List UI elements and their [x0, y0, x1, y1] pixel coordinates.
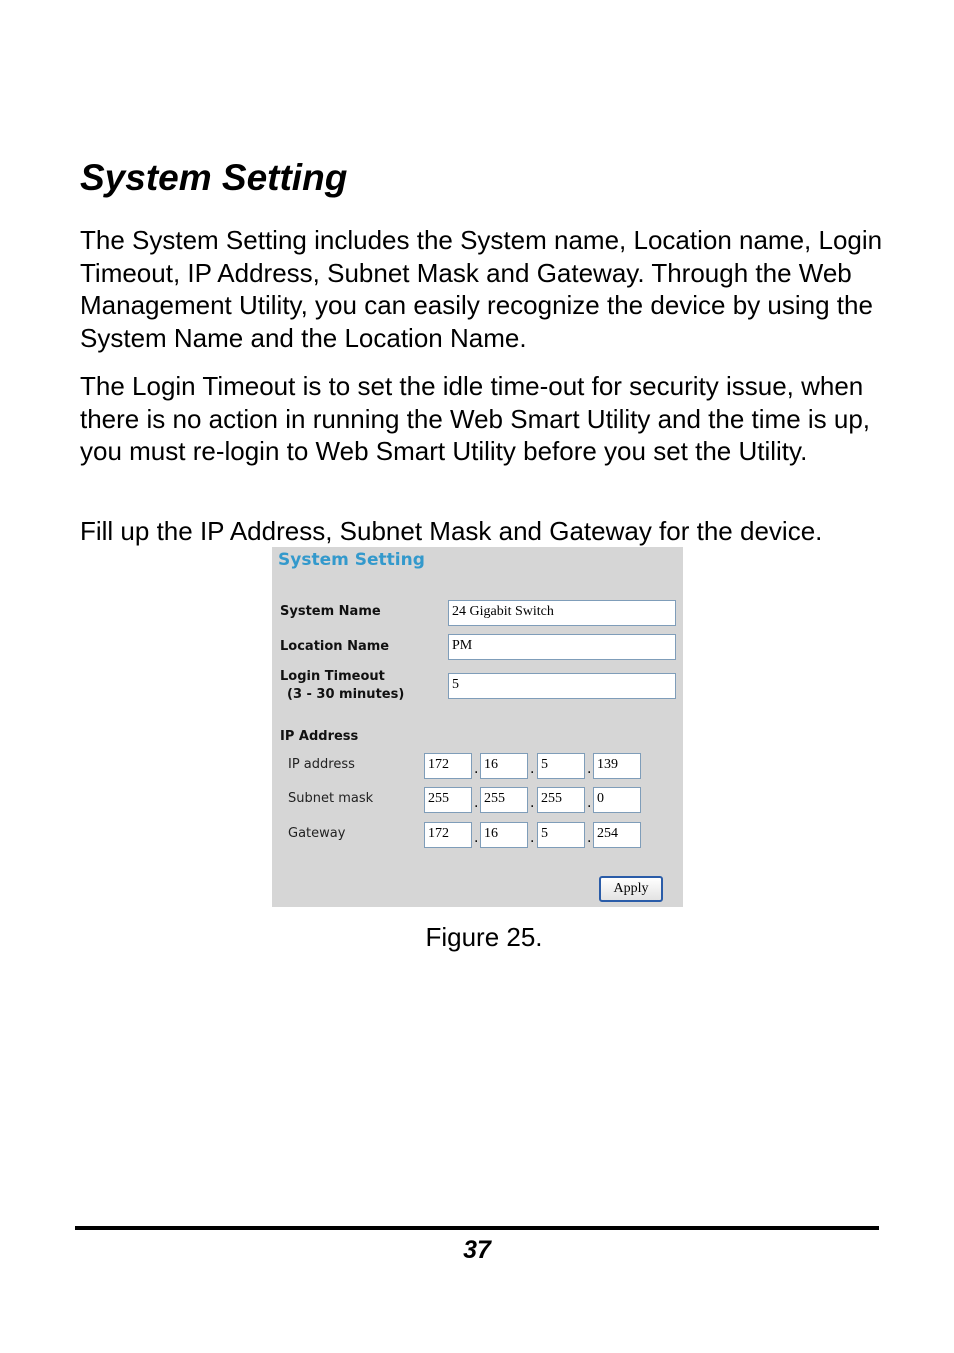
- octet-separator: .: [530, 795, 535, 811]
- subnet-octet-2[interactable]: 255: [480, 787, 528, 813]
- octet-separator: .: [587, 830, 592, 846]
- gateway-octet-4[interactable]: 254: [593, 822, 641, 848]
- octet-separator: .: [474, 761, 479, 777]
- gateway-label: Gateway: [288, 826, 346, 841]
- octet-separator: .: [587, 795, 592, 811]
- gateway-octet-1[interactable]: 172: [424, 822, 472, 848]
- octet-separator: .: [587, 761, 592, 777]
- system-name-input[interactable]: 24 Gigabit Switch: [448, 600, 676, 626]
- section-heading: System Setting: [80, 157, 348, 198]
- subnet-octet-1[interactable]: 255: [424, 787, 472, 813]
- apply-button[interactable]: Apply: [599, 876, 663, 902]
- octet-separator: .: [530, 761, 535, 777]
- subnet-mask-label: Subnet mask: [288, 791, 374, 806]
- ip-octet-1[interactable]: 172: [424, 753, 472, 779]
- ip-octet-3[interactable]: 5: [537, 753, 585, 779]
- system-name-label: System Name: [280, 604, 381, 619]
- footer-rule: [75, 1226, 879, 1230]
- octet-separator: .: [474, 795, 479, 811]
- system-setting-screenshot: [272, 547, 683, 907]
- gateway-octet-3[interactable]: 5: [537, 822, 585, 848]
- octet-separator: .: [530, 830, 535, 846]
- location-name-label: Location Name: [280, 639, 390, 654]
- ip-octet-2[interactable]: 16: [480, 753, 528, 779]
- login-timeout-input[interactable]: 5: [448, 673, 676, 699]
- login-timeout-label: Login Timeout: [280, 669, 385, 684]
- subnet-octet-4[interactable]: 0: [593, 787, 641, 813]
- figure-caption: Figure 25.: [425, 922, 543, 952]
- subnet-octet-3[interactable]: 255: [537, 787, 585, 813]
- location-name-input[interactable]: PM: [448, 634, 676, 660]
- login-timeout-range-label: (3 - 30 minutes): [287, 687, 405, 702]
- ip-instruction-paragraph: Fill up the IP Address, Subnet Mask and Gateway for the device.: [80, 516, 823, 546]
- octet-separator: .: [474, 830, 479, 846]
- page-number: 37: [463, 1236, 491, 1264]
- ip-section-label: IP Address: [280, 729, 359, 744]
- ip-octet-4[interactable]: 139: [593, 753, 641, 779]
- gateway-octet-2[interactable]: 16: [480, 822, 528, 848]
- login-timeout-paragraph: The Login Timeout is to set the idle time-out for security issue, when there is no action in running the Web Smart Utility and the time is up, you must re-login to Web Smart Utility before you set the Utility.: [80, 371, 871, 466]
- intro-paragraph: The System Setting includes the System name, Location name, Login Timeout, IP Address, Subnet Mask and Gateway. Through the Web Management Utility, you can easily recognize the device by using the System Name and the Location Name.: [80, 225, 883, 353]
- ip-address-label: IP address: [288, 757, 355, 772]
- panel-title: System Setting: [278, 550, 425, 570]
